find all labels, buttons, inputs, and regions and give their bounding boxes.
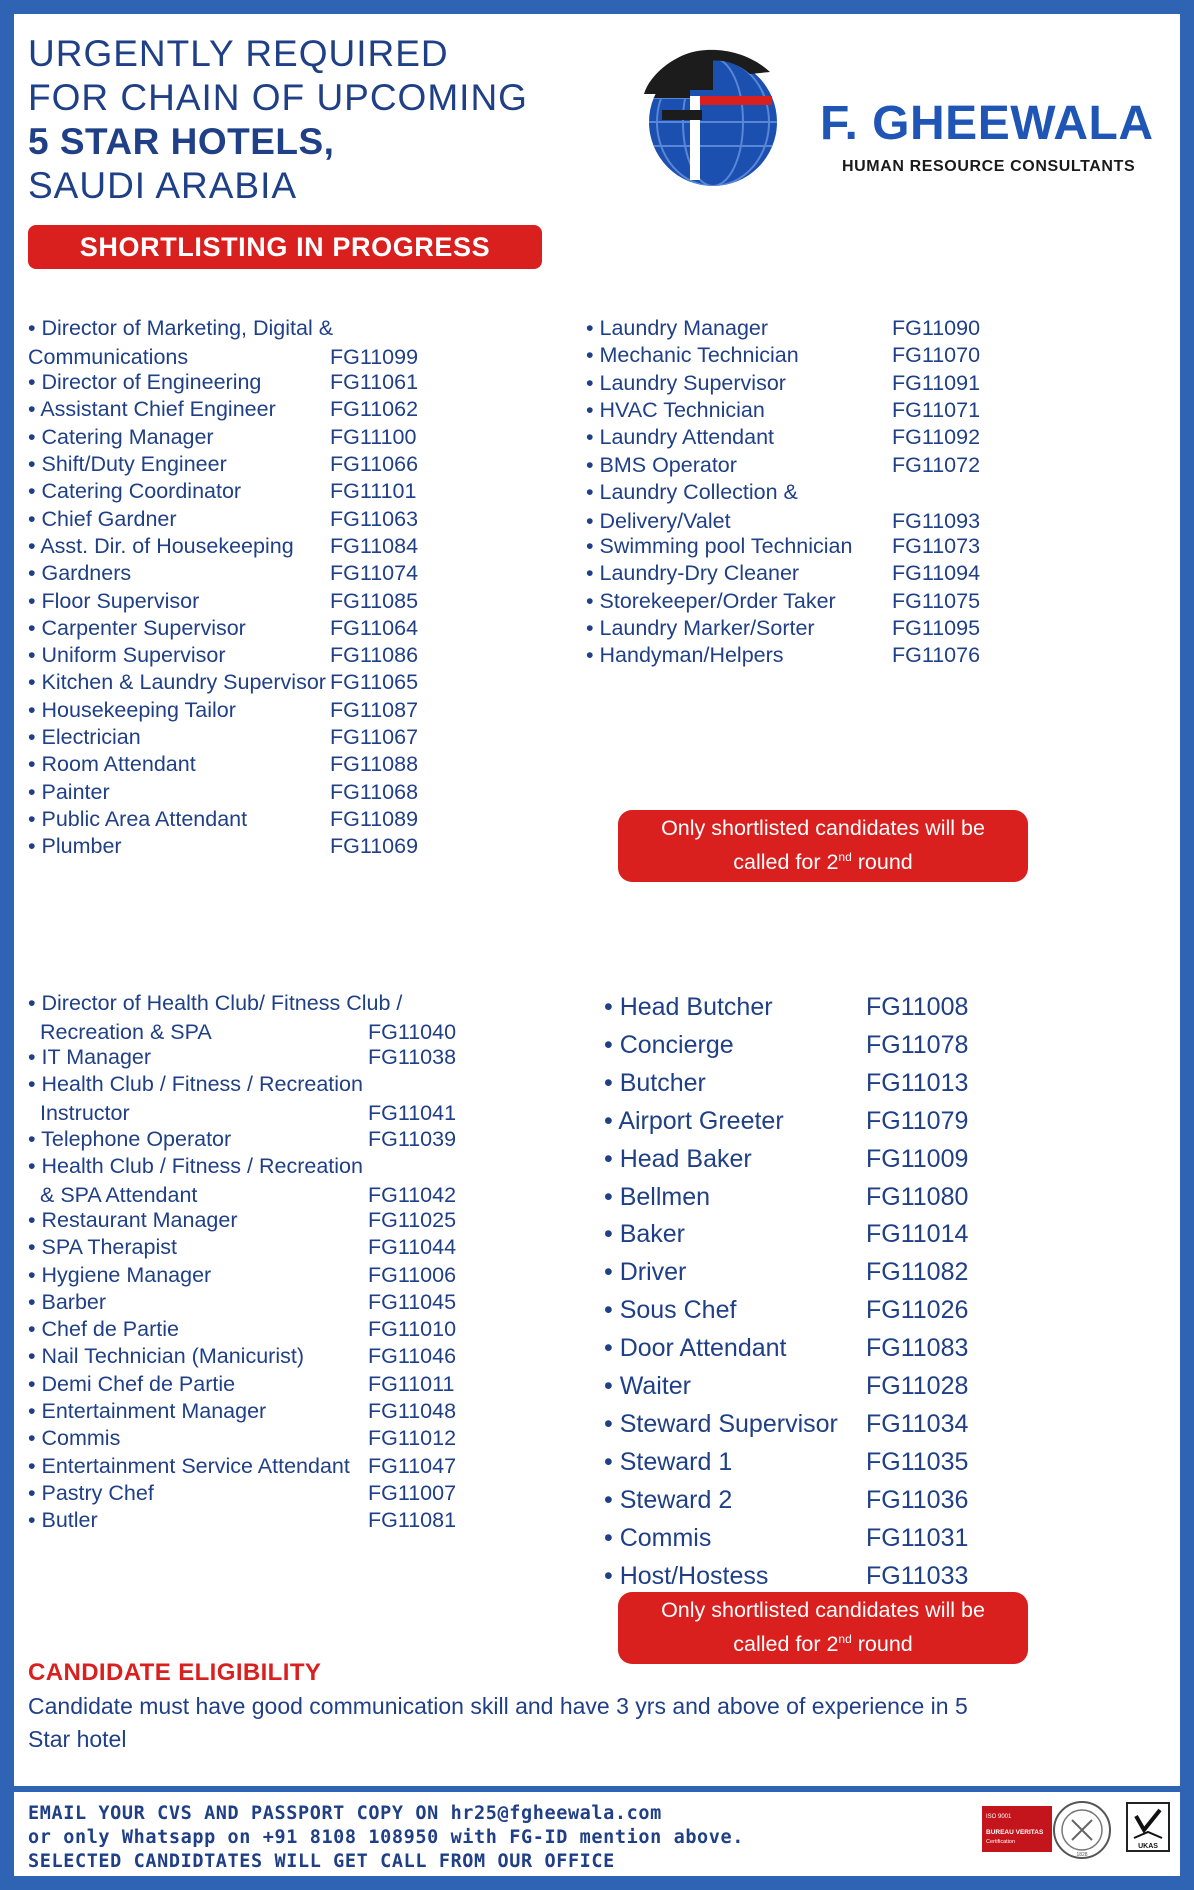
job-listing	[586, 314, 1002, 343]
job-listing	[28, 1315, 478, 1344]
job-code: FG11006	[368, 1262, 457, 1287]
contact-email-line: EMAIL YOUR CVS AND PASSPORT COPY ON hr25@fgheewala.com	[28, 1803, 662, 1824]
ukas-certification-icon	[1126, 1802, 1170, 1860]
job-listing	[586, 641, 1002, 670]
job-listing	[586, 587, 1002, 616]
svg-text:ISO 9001: ISO 9001	[986, 1814, 1012, 1820]
job-title: • Head Baker	[604, 1144, 752, 1173]
job-title: • Handyman/Helpers	[586, 643, 784, 668]
job-listing	[28, 1370, 478, 1399]
job-poster	[14, 14, 1180, 1876]
job-title: • Sous Chef	[604, 1296, 737, 1325]
job-title: • Airport Greeter	[604, 1106, 784, 1135]
job-title: • Demi Chef de Partie	[28, 1371, 236, 1396]
job-listing	[28, 989, 478, 1047]
job-listing	[28, 368, 440, 397]
job-listing	[28, 1152, 478, 1210]
job-code: FG11086	[330, 643, 419, 668]
contact-office-line: SELECTED CANDIDTATES WILL GET CALL FROM OUR OFFICE	[28, 1851, 615, 1872]
job-listing	[604, 1218, 976, 1256]
job-listing	[586, 451, 1002, 480]
job-title: • Gardners	[28, 561, 132, 586]
job-code: FG11100	[330, 424, 417, 449]
job-listing	[28, 505, 440, 534]
job-code: FG11011	[368, 1371, 455, 1396]
job-code: FG11039	[368, 1126, 457, 1151]
job-code: FG11069	[330, 834, 419, 859]
job-code: FG11045	[368, 1289, 457, 1314]
job-listing	[586, 341, 1002, 370]
job-listing	[28, 723, 440, 752]
job-title: • Butcher	[604, 1068, 706, 1097]
job-listing	[28, 314, 440, 372]
job-code: FG11035	[866, 1447, 969, 1476]
headline-line-2: FOR CHAIN OF UPCOMING	[28, 77, 528, 118]
globe-f-logo-icon	[630, 34, 796, 200]
job-title: • Health Club / Fitness / Recreation	[28, 1072, 363, 1097]
job-title: • Laundry-Dry Cleaner	[586, 561, 800, 586]
job-code: FG11047	[368, 1453, 457, 1478]
job-title: • Pastry Chef	[28, 1480, 154, 1505]
job-listing	[28, 395, 440, 424]
job-listing	[28, 832, 440, 861]
job-code: FG11036	[866, 1485, 969, 1514]
headline-line-3: 5 STAR HOTELS,	[28, 121, 335, 162]
shortlist-notice-top	[618, 810, 1028, 882]
job-listing	[604, 1181, 976, 1219]
headline-line-1: URGENTLY REQUIRED	[28, 33, 449, 74]
job-code: FG11066	[330, 452, 419, 476]
job-title: • Laundry Collection &	[586, 479, 798, 504]
job-code: FG11078	[866, 1030, 969, 1059]
job-listing	[28, 1452, 478, 1481]
job-code: FG11071	[892, 397, 981, 422]
shortlist-notice-bottom	[618, 1592, 1028, 1664]
job-title: • Kitchen & Laundry Supervisor	[28, 670, 326, 695]
job-code: FG11091	[892, 370, 981, 395]
footer-divider	[14, 1786, 1180, 1792]
job-code: FG11085	[330, 588, 419, 613]
job-code: FG11038	[368, 1045, 457, 1070]
eligibility-text: Candidate must have good communication skill and have 3 yrs and above of experience in 5 Star hotel	[28, 1693, 968, 1752]
job-listing	[28, 778, 440, 807]
job-title: • Steward 2	[604, 1485, 733, 1514]
bureau-veritas-certification-icon	[982, 1798, 1124, 1862]
job-title: • Baker	[604, 1220, 686, 1249]
job-code: FG11014	[866, 1220, 969, 1249]
job-listing	[28, 1206, 478, 1235]
section-upcoming-hotels	[14, 14, 1180, 964]
job-code: FG11040	[368, 1019, 457, 1044]
job-code: FG11061	[330, 370, 419, 395]
job-code: FG11012	[368, 1426, 457, 1451]
job-code: FG11008	[866, 993, 969, 1021]
job-listing	[28, 1479, 478, 1508]
job-listing	[28, 1342, 478, 1371]
job-title: • Nail Technician (Manicurist)	[28, 1344, 304, 1369]
job-code: FG11073	[892, 533, 981, 558]
job-title: • Health Club / Fitness / Recreation	[28, 1153, 363, 1178]
job-title: • Housekeeping Tailor	[28, 697, 236, 722]
job-title: • Swimming pool Technician	[586, 533, 853, 558]
job-listing	[586, 369, 1002, 398]
job-listing	[28, 668, 440, 697]
job-code: FG11041	[368, 1101, 457, 1126]
job-code: FG11089	[330, 806, 419, 831]
job-code: FG11072	[892, 452, 981, 477]
headline	[28, 32, 588, 208]
job-title: • Asst. Dir. of Housekeeping	[28, 533, 294, 558]
job-listing	[604, 1332, 976, 1370]
job-listing	[28, 1043, 478, 1072]
job-title: Instructor	[40, 1101, 130, 1126]
job-title: • Entertainment Manager	[28, 1399, 267, 1423]
job-listing	[28, 1288, 478, 1317]
job-listing	[604, 1256, 976, 1294]
job-title: • Catering Coordinator	[28, 479, 242, 504]
job-listing	[604, 1484, 976, 1522]
job-title: • Assistant Chief Engineer	[28, 397, 276, 422]
job-code: FG11090	[892, 316, 981, 340]
job-listing	[28, 450, 440, 479]
job-code: FG11013	[866, 1068, 969, 1097]
job-listing	[604, 1029, 976, 1067]
job-title: • Catering Manager	[28, 424, 214, 449]
job-listing	[586, 396, 1002, 425]
job-listing	[28, 805, 440, 834]
shortlisting-banner: SHORTLISTING IN PROGRESS	[28, 225, 542, 269]
job-code: FG11068	[330, 779, 419, 804]
job-title: • Steward 1	[604, 1447, 733, 1476]
job-title: • Steward Supervisor	[604, 1409, 838, 1438]
job-code: FG11028	[866, 1372, 969, 1400]
job-listing	[28, 559, 440, 588]
job-code: FG11067	[330, 725, 419, 749]
notice-line-2: called for 2nd round	[733, 850, 913, 875]
notice-line-2: called for 2nd round	[733, 1632, 913, 1657]
svg-text:1828: 1828	[1076, 1852, 1088, 1858]
job-code: FG11075	[892, 588, 981, 613]
job-title: • Door Attendant	[604, 1334, 787, 1363]
job-title: • Room Attendant	[28, 752, 196, 777]
job-code: FG11026	[866, 1296, 969, 1325]
job-title: • Bellmen	[604, 1182, 711, 1211]
job-listing	[28, 750, 440, 779]
job-code: FG11087	[330, 697, 419, 722]
contact-block	[28, 1802, 744, 1874]
job-code: FG11093	[892, 508, 981, 533]
job-listing	[586, 614, 1002, 643]
section-hotel-staff	[14, 964, 1180, 1876]
job-title: • Director of Marketing, Digital &	[28, 316, 334, 340]
job-code: FG11009	[866, 1144, 969, 1173]
job-title: • Electrician	[28, 725, 141, 749]
job-code: FG11007	[368, 1480, 457, 1505]
job-code: FG11062	[330, 397, 419, 422]
job-listing	[604, 1105, 976, 1143]
job-title: • Commis	[604, 1523, 712, 1552]
job-title: • Uniform Supervisor	[28, 643, 226, 668]
job-code: FG11099	[330, 344, 419, 369]
job-title: • SPA Therapist	[28, 1235, 177, 1260]
job-code: FG11025	[368, 1207, 457, 1232]
notice-line-1: Only shortlisted candidates will be	[661, 816, 985, 841]
job-title: • Barber	[28, 1289, 107, 1314]
job-title: • Carpenter Supervisor	[28, 615, 246, 640]
job-title: Communications	[28, 344, 189, 369]
job-code: FG11070	[892, 343, 981, 368]
notice-line-1: Only shortlisted candidates will be	[661, 1598, 985, 1623]
job-listing	[28, 614, 440, 643]
job-title: • Storekeeper/Order Taker	[586, 588, 836, 613]
svg-text:Certification: Certification	[986, 1839, 1016, 1845]
job-listing	[28, 696, 440, 725]
job-code: FG11092	[892, 425, 981, 450]
job-listing	[604, 1446, 976, 1484]
job-code: FG11081	[368, 1508, 457, 1533]
job-listing	[28, 641, 440, 670]
job-title: • Telephone Operator	[28, 1126, 232, 1151]
job-title: • Mechanic Technician	[586, 343, 799, 368]
job-title: • Painter	[28, 779, 110, 804]
job-listing	[28, 423, 440, 452]
job-code: FG11010	[368, 1317, 457, 1342]
job-code: FG11046	[368, 1344, 457, 1369]
job-title: • Laundry Attendant	[586, 425, 775, 450]
job-listing	[28, 1261, 478, 1290]
job-code: FG11044	[368, 1235, 457, 1260]
job-title: • Chief Gardner	[28, 506, 177, 531]
job-title: • Concierge	[604, 1030, 734, 1059]
job-listing	[604, 1067, 976, 1105]
job-title: • Head Butcher	[604, 993, 773, 1021]
job-code: FG11074	[330, 561, 419, 586]
job-title: • Director of Health Club/ Fitness Club /	[28, 991, 403, 1015]
job-listing	[586, 559, 1002, 588]
job-code: FG11063	[330, 506, 419, 531]
job-code: FG11031	[866, 1523, 969, 1552]
brand-subtitle: HUMAN RESOURCE CONSULTANTS	[842, 158, 1136, 175]
job-title: • BMS Operator	[586, 452, 737, 477]
job-listing	[604, 1370, 976, 1408]
job-listing	[604, 1294, 976, 1332]
job-title: • Restaurant Manager	[28, 1207, 238, 1232]
job-listing	[28, 1070, 478, 1128]
job-title: • Plumber	[28, 834, 122, 859]
job-listing	[586, 532, 1002, 561]
job-title: & SPA Attendant	[40, 1182, 198, 1207]
job-title: Recreation & SPA	[40, 1019, 212, 1044]
job-title: • Host/Hostess	[604, 1561, 769, 1590]
job-listing	[604, 1143, 976, 1181]
job-code: FG11048	[368, 1399, 457, 1423]
job-code: FG11065	[330, 670, 419, 695]
job-title: • IT Manager	[28, 1045, 152, 1070]
svg-text:UKAS: UKAS	[1138, 1843, 1158, 1850]
job-code: FG11079	[866, 1106, 969, 1135]
job-listing	[28, 1125, 478, 1154]
job-code: FG11033	[866, 1561, 969, 1590]
job-listing	[28, 1397, 478, 1426]
job-listing	[586, 478, 1002, 536]
job-code: FG11101	[330, 479, 417, 504]
job-code: FG11042	[368, 1182, 457, 1207]
headline-line-4: SAUDI ARABIA	[28, 165, 298, 206]
job-title: • Shift/Duty Engineer	[28, 452, 227, 476]
job-listing	[604, 1408, 976, 1446]
job-title: • Director of Engineering	[28, 370, 262, 395]
contact-whatsapp-line: or only Whatsapp on +91 8108 108950 with FG-ID mention above.	[28, 1827, 745, 1848]
eligibility-title: CANDIDATE ELIGIBILITY	[28, 1659, 322, 1686]
job-title: • Floor Supervisor	[28, 588, 200, 613]
job-code: FG11076	[892, 643, 981, 668]
job-code: FG11082	[866, 1258, 969, 1287]
brand-logo	[630, 34, 1170, 204]
job-code: FG11095	[892, 615, 981, 640]
job-code: FG11083	[866, 1334, 969, 1363]
job-title: • Hygiene Manager	[28, 1262, 212, 1287]
job-listing	[28, 1424, 478, 1453]
job-code: FG11094	[892, 561, 981, 586]
job-title: • Laundry Marker/Sorter	[586, 615, 815, 640]
job-code: FG11064	[330, 615, 419, 640]
job-listing	[28, 477, 440, 506]
svg-text:BUREAU VERITAS: BUREAU VERITAS	[986, 1829, 1044, 1836]
job-title: • Laundry Manager	[586, 316, 769, 340]
brand-name: F. GHEEWALA	[820, 97, 1154, 150]
job-listing	[28, 1233, 478, 1262]
job-listing	[604, 991, 976, 1029]
job-code: FG11088	[330, 752, 419, 777]
job-title: • Driver	[604, 1258, 687, 1287]
job-listing	[28, 587, 440, 616]
job-title: • Butler	[28, 1508, 98, 1533]
job-listing	[586, 423, 1002, 452]
job-title: • Chef de Partie	[28, 1317, 179, 1342]
job-code: FG11034	[866, 1409, 969, 1438]
job-title: • Commis	[28, 1426, 121, 1451]
job-title: • HVAC Technician	[586, 397, 765, 422]
job-code: FG11080	[866, 1182, 969, 1211]
job-title: • Waiter	[604, 1372, 691, 1400]
job-code: FG11084	[330, 533, 419, 558]
job-title: • Public Area Attendant	[28, 806, 248, 831]
job-listing	[604, 1522, 976, 1560]
job-listing	[28, 1506, 478, 1535]
job-title: • Delivery/Valet	[586, 508, 731, 533]
job-title: • Entertainment Service Attendant	[28, 1453, 350, 1478]
job-listing	[28, 532, 440, 561]
job-title: • Laundry Supervisor	[586, 370, 786, 395]
